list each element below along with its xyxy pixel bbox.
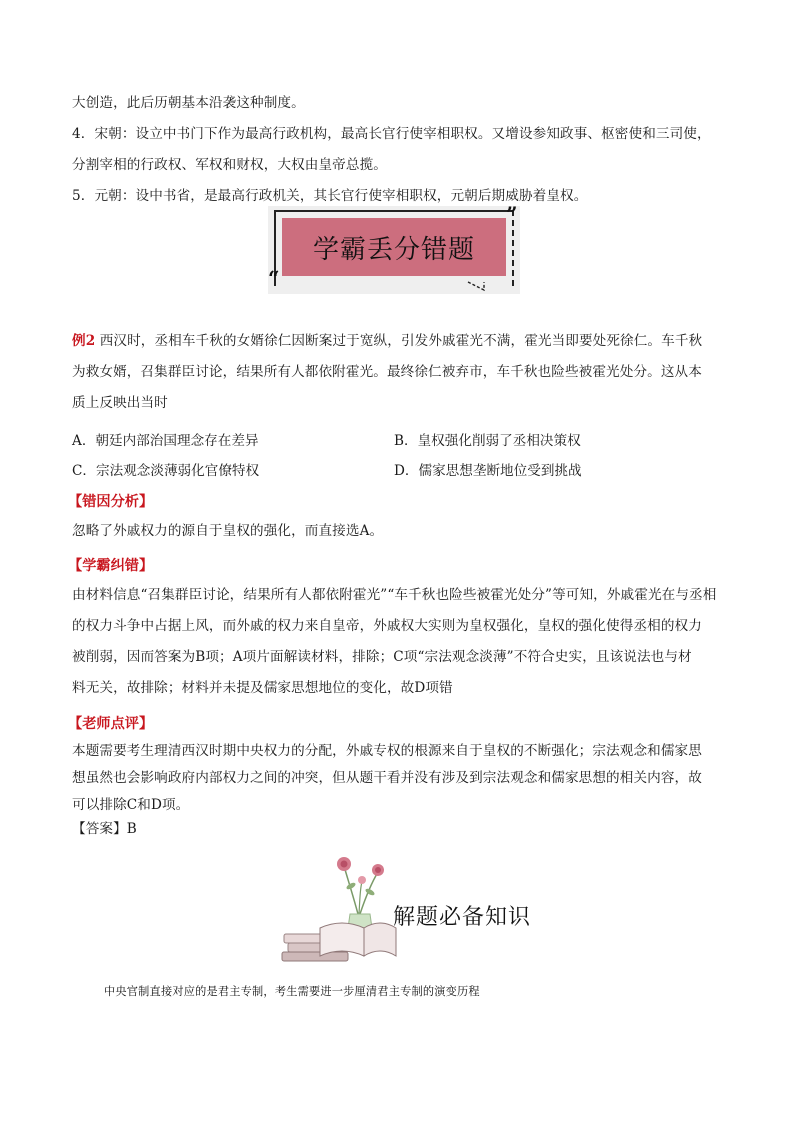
text-line: 分割宰相的行政权、军权和财权，大权由皇帝总揽。 xyxy=(72,157,387,173)
text-line: 被削弱，因而答案为B项；A项片面解读材料，排除；C项“宗法观念淡薄”不符合史实，且该说法也与材 xyxy=(72,649,692,665)
option-a: A．朝廷内部治国理念存在差异 xyxy=(72,433,259,449)
question-line-1 xyxy=(72,326,724,357)
option-c: C．宗法观念淡薄弱化官僚特权 xyxy=(72,463,260,479)
mistake-banner xyxy=(268,202,520,294)
books-flower-illustration xyxy=(280,852,400,964)
text-line: 料无关，故排除；材料并未提及儒家思想地位的变化，故D项错 xyxy=(72,680,453,696)
error-analysis-heading: 【错因分析】 xyxy=(68,494,154,510)
banner-tail xyxy=(268,206,520,294)
answer-block xyxy=(72,814,724,845)
text-line: 大创造，此后历朝基本沿袭这种制度。 xyxy=(72,95,305,111)
option-b: B．皇权强化削弱了丞相决策权 xyxy=(394,433,581,449)
open-quote-mark: “ xyxy=(268,266,280,290)
text-line: 本题需要考生理清西汉时期中央权力的分配，外戚专权的根源来自于皇权的不断强化；宗法观念和儒家思 xyxy=(72,743,702,759)
teacher-comment-text-block xyxy=(72,738,724,819)
teacher-comment-heading: 【老师点评】 xyxy=(68,716,154,732)
text-line: 4．宋朝：设立中书门下作为最高行政机构，最高长官行使宰相职权。又增设参知政事、枢密使和三司使， xyxy=(72,126,711,142)
question-block xyxy=(72,326,724,419)
answer-text: 【答案】B xyxy=(72,821,137,837)
text-line: 可以排除C和D项。 xyxy=(72,797,190,813)
option-d: D．儒家思想垄断地位受到挑战 xyxy=(394,463,582,479)
text-line: 5．元朝：设中书省，是最高行政机关，其长官行使宰相职权，元朝后期威胁着皇权。 xyxy=(72,188,588,204)
knowledge-note: 中央官制直接对应的是君主专制，考生需要进一步厘清君主专制的演变历程 xyxy=(104,985,480,998)
close-quote-mark: ” xyxy=(506,202,518,226)
error-analysis-text: 忽略了外戚权力的源自于皇权的强化，而直接选A。 xyxy=(72,523,384,539)
text-line: 想虽然也会影响政府内部权力之间的冲突，但从题干看并没有涉及到宗法观念和儒家思想的相关内容，故 xyxy=(72,770,702,786)
question-label: 例2 xyxy=(72,333,96,349)
text-line: 的权力斗争中占据上风，而外戚的权力来自皇帝，外戚权大实则为皇权强化，皇权的强化使得丞相的权力 xyxy=(72,618,702,634)
banner-title: 学霸丢分错题 xyxy=(312,234,475,265)
question-text-1: 西汉时，丞相车千秋的女婿徐仁因断案过于宽纵，引发外戚霍光不满，霍光当即要处死徐仁。车千秋 xyxy=(99,333,703,349)
correction-heading: 【学霸纠错】 xyxy=(68,558,154,574)
question-line-2: 为救女婿，召集群臣讨论，结果所有人都依附霍光。最终徐仁被弃市，车千秋也险些被霍光处分。这从本 xyxy=(72,364,702,380)
knowledge-title: 解题必备知识 xyxy=(393,905,532,930)
intro-text-block xyxy=(72,88,724,212)
question-line-3: 质上反映出当时 xyxy=(72,395,168,411)
error-analysis-text-block xyxy=(72,516,724,547)
correction-text-block xyxy=(72,580,724,704)
text-line: 由材料信息“召集群臣讨论，结果所有人都依附霍光”“车千秋也险些被霍光处分”等可知，外戚霍光在与丞相 xyxy=(72,587,717,603)
